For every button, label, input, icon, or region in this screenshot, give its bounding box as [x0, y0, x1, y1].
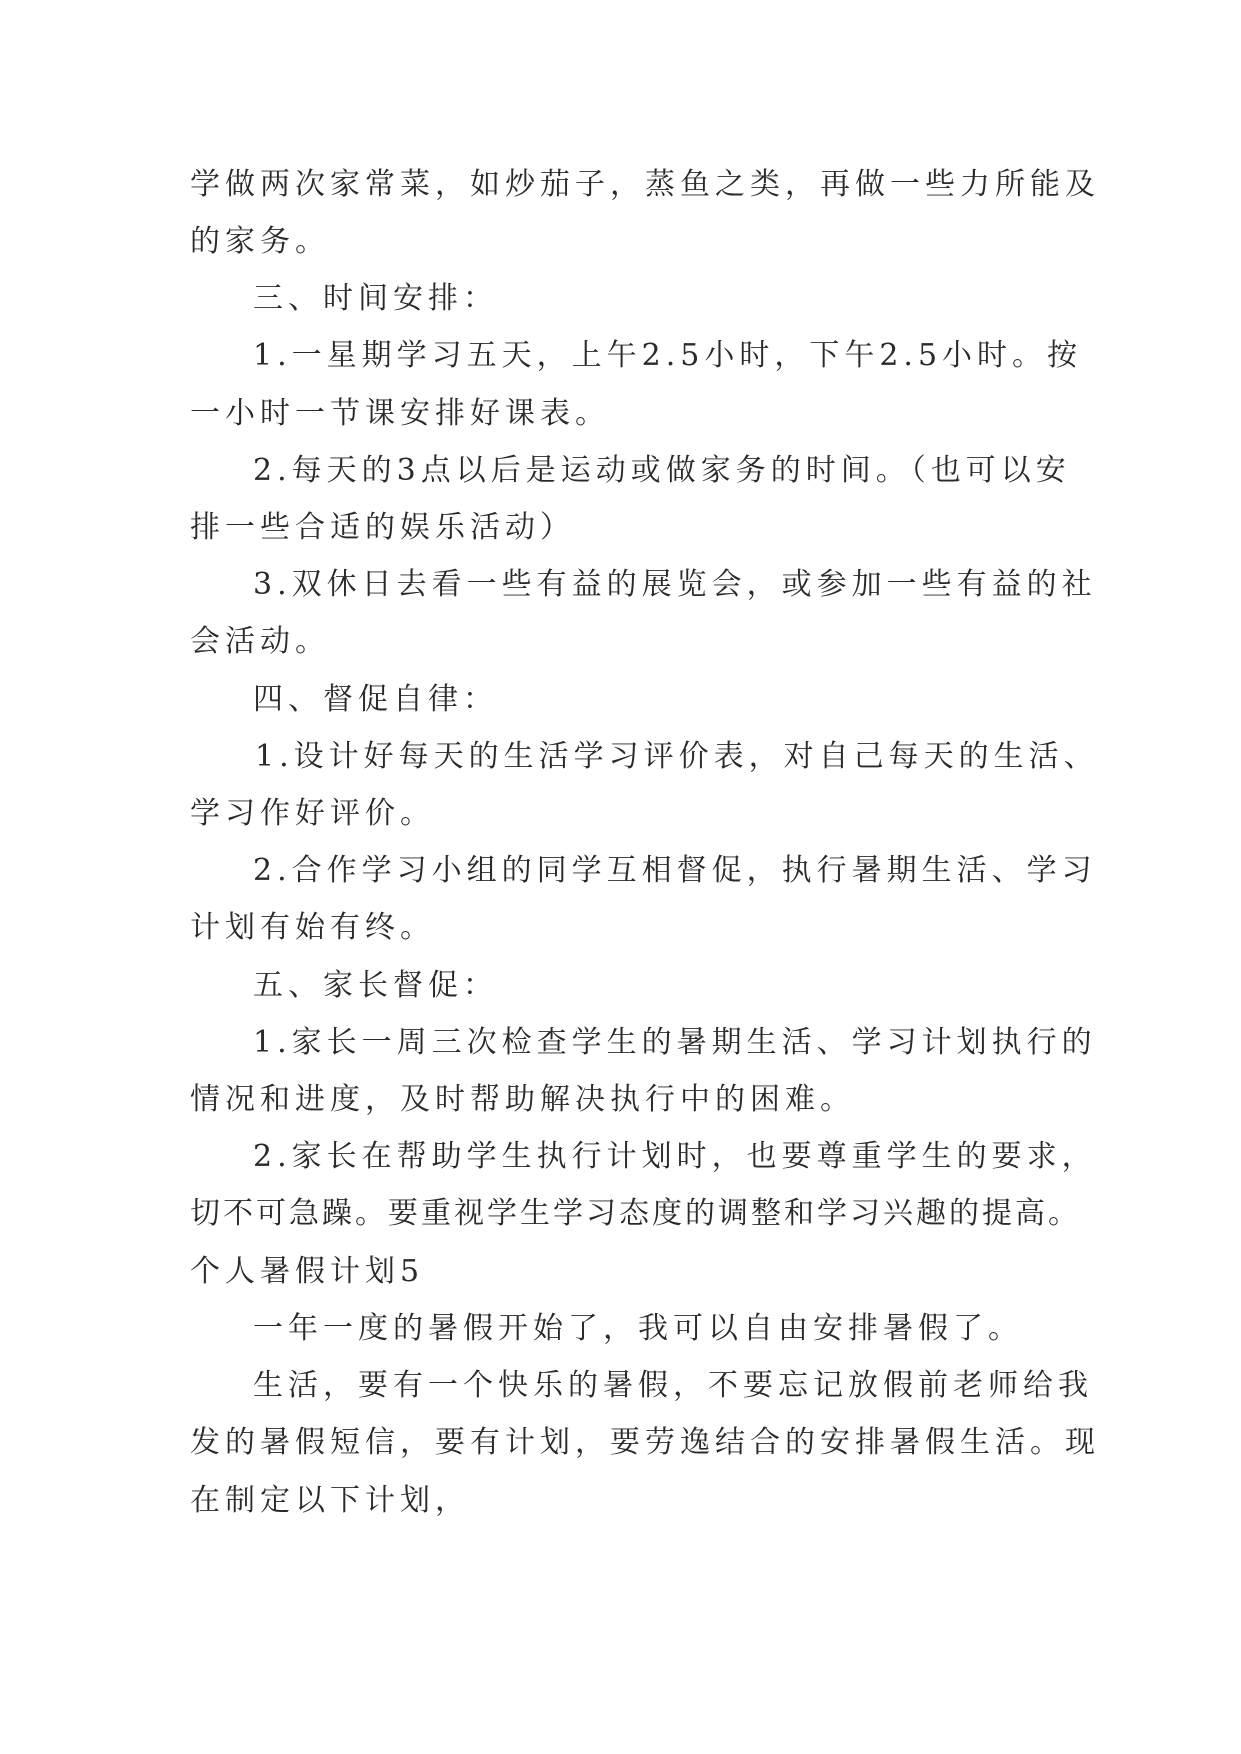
- text-line: 1.设计好每天的生活学习评价表，对自己每天的生活、: [255, 739, 1099, 774]
- text-line: 2.合作学习小组的同学互相督促，执行暑期生活、学习: [253, 853, 1097, 888]
- text-line: 排一些合适的娱乐活动）: [190, 510, 575, 545]
- section-heading: 三、时间安排：: [253, 281, 498, 316]
- section-heading: 四、督促自律：: [253, 682, 498, 717]
- text-line: 的家务。: [190, 224, 330, 259]
- text-line: 一年一度的暑假开始了，我可以自由安排暑假了。: [253, 1311, 1023, 1346]
- text-line: 2.每天的3点以后是运动或做家务的时间。（也可以安: [253, 453, 1071, 488]
- text-line: 一小时一节课安排好课表。: [190, 396, 610, 431]
- text-line: 学习作好评价。: [190, 796, 435, 831]
- text-line: 生活，要有一个快乐的暑假，不要忘记放假前老师给我: [253, 1368, 1093, 1403]
- text-line: 1.一星期学习五天，上午2.5小时，下午2.5小时。按: [253, 338, 1083, 373]
- text-line: 切不可急躁。要重视学生学习态度的调整和学习兴趣的提高。: [190, 1196, 1081, 1231]
- text-line: 2.家长在帮助学生执行计划时，也要尊重学生的要求，: [253, 1139, 1097, 1174]
- text-line: 计划有始有终。: [190, 910, 435, 945]
- text-line: 1.家长一周三次检查学生的暑期生活、学习计划执行的: [253, 1025, 1097, 1060]
- text-line: 会活动。: [190, 624, 330, 659]
- text-line: 3.双休日去看一些有益的展览会，或参加一些有益的社: [253, 567, 1097, 602]
- text-line: 在制定以下计划，: [190, 1483, 470, 1518]
- text-line: 学做两次家常菜，如炒茄子，蒸鱼之类，再做一些力所能及: [190, 167, 1100, 202]
- text-line: 发的暑假短信，要有计划，要劳逸结合的安排暑假生活。现: [190, 1425, 1100, 1460]
- text-line: 情况和进度，及时帮助解决执行中的困难。: [190, 1082, 855, 1117]
- section-heading: 五、家长督促：: [253, 968, 498, 1003]
- document-title: 个人暑假计划5: [190, 1254, 425, 1289]
